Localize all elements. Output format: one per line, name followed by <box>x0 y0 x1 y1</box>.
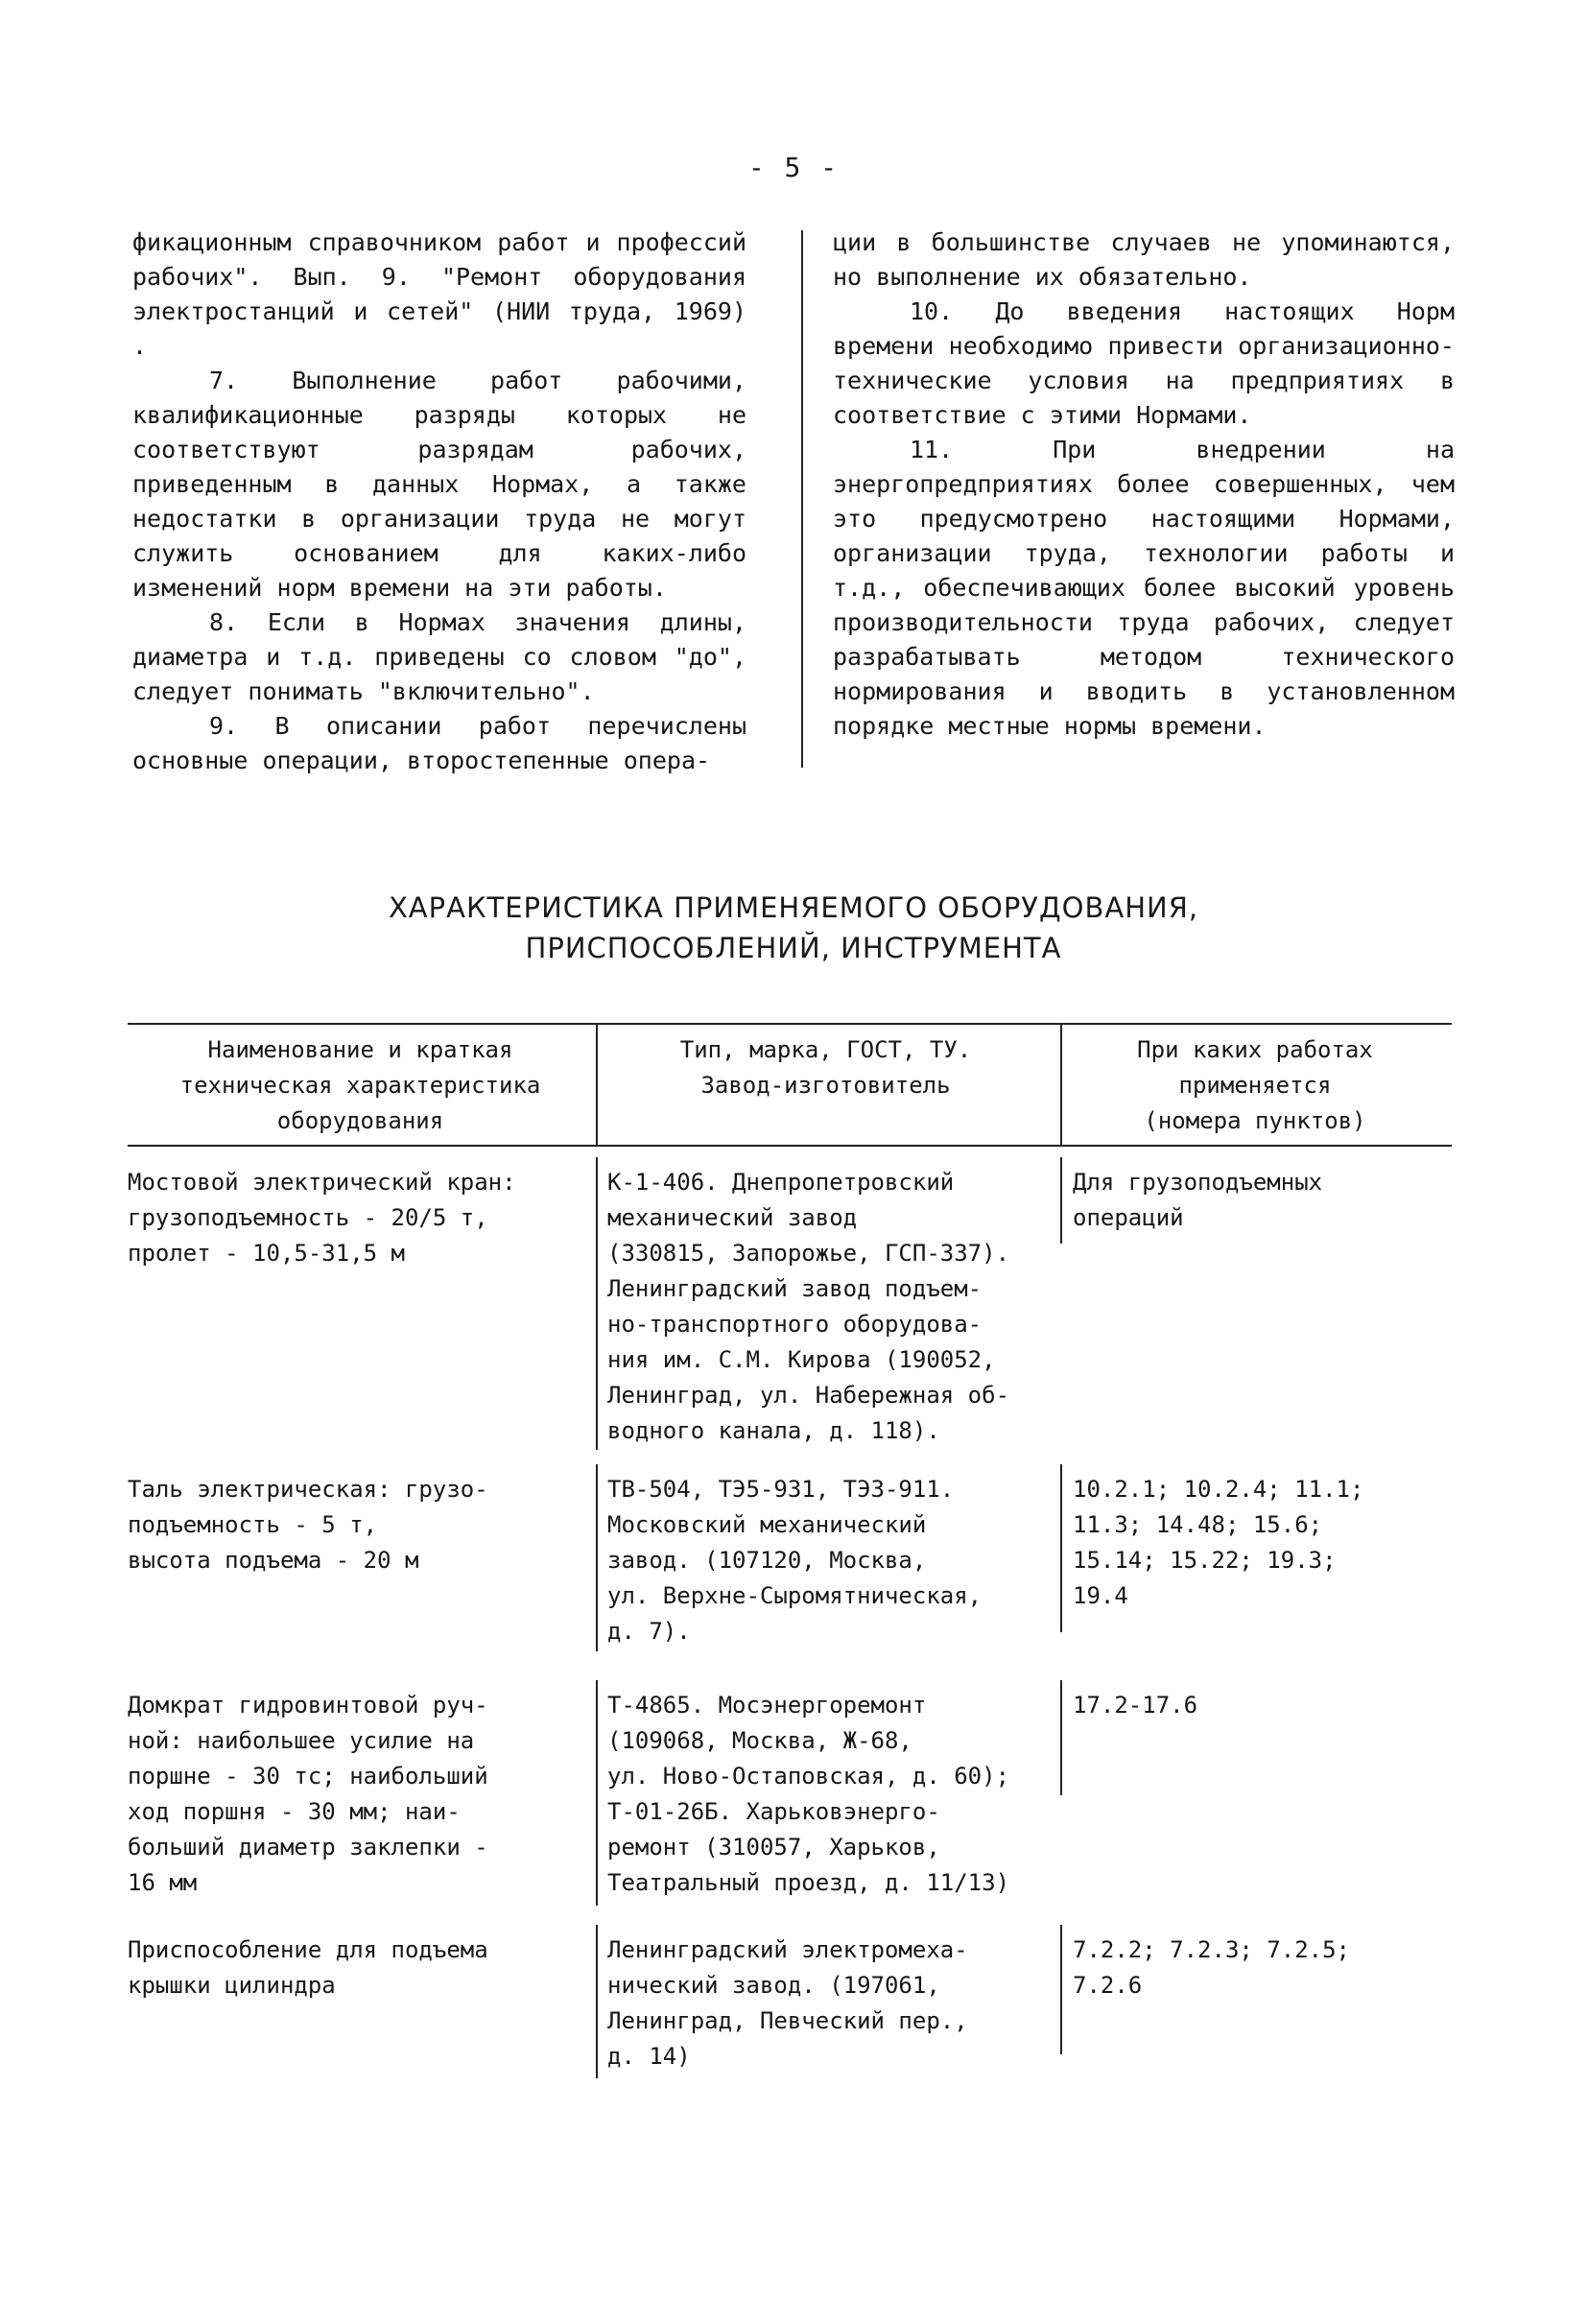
cell-line: д. 14) <box>607 2043 691 2070</box>
cell-line: крышки цилиндра <box>128 1972 336 1999</box>
header-line: При каких работах <box>1137 1036 1373 1063</box>
cell-line: ной: наибольшее усилие на <box>128 1727 475 1754</box>
vline-row <box>1060 1680 1062 1795</box>
cell-line: механический завод <box>607 1204 858 1231</box>
cell-line: Мостовой электрический кран: <box>128 1169 516 1196</box>
cell-use <box>1073 1688 1447 1723</box>
vline-row <box>1060 1464 1062 1632</box>
cell-line: 19.4 <box>1073 1582 1128 1609</box>
cell-line: Ленинградский завод подъем- <box>607 1275 983 1302</box>
cell-line: высота подъема - 20 м <box>128 1547 419 1574</box>
header-type <box>598 1032 1054 1103</box>
paragraph: 10. До введения настоящих Норм времени необходимо привести организационно-технические условия на предприятиях в соответствие с этими Нормами. <box>833 297 1455 429</box>
vline-row <box>1060 1157 1062 1244</box>
cell-line: операций <box>1073 1204 1184 1231</box>
cell-line: Приспособление для подъема <box>128 1936 488 1963</box>
header-use <box>1063 1032 1447 1139</box>
cell-line: 16 мм <box>128 1869 198 1896</box>
vline-row <box>596 1464 598 1651</box>
table-header-rule <box>128 1145 1452 1147</box>
cell-type <box>607 1472 1054 1649</box>
cell-line: Для грузоподъемных <box>1073 1169 1323 1196</box>
header-line: (номера пунктов) <box>1144 1107 1366 1134</box>
section-title-line: ХАРАКТЕРИСТИКА ПРИМЕНЯЕМОГО ОБОРУДОВАНИЯ, <box>388 891 1199 924</box>
cell-line: водного канала, д. 118). <box>607 1417 940 1444</box>
cell-line: ния им. С.М. Кирова (190052, <box>607 1346 996 1373</box>
paragraph: ции в большинстве случаев не упоминаются, но выполнение их обязательно. <box>833 228 1455 291</box>
cell-line: пролет - 10,5-31,5 м <box>128 1240 405 1267</box>
section-title-line: ПРИСПОСОБЛЕНИЙ, ИНСТРУМЕНТА <box>525 932 1062 964</box>
header-name <box>128 1032 593 1139</box>
cell-line: Ленинградский электромеха- <box>607 1936 968 1963</box>
vline-header-1 <box>596 1023 598 1145</box>
cell-line: ТВ-504, ТЭ5-931, ТЭ3-911. <box>607 1476 955 1503</box>
vline-row <box>596 1680 598 1906</box>
cell-line: грузоподъемность - 20/5 т, <box>128 1204 488 1231</box>
column-divider <box>801 230 803 768</box>
cell-line: подъемность - 5 т, <box>128 1511 378 1538</box>
cell-name <box>128 1165 588 1271</box>
cell-use <box>1073 1472 1447 1614</box>
cell-line: Т-01-26Б. Харьковэнерго- <box>607 1798 940 1825</box>
cell-line: (330815, Запорожье, ГСП-337). <box>607 1240 1010 1267</box>
cell-line: нический завод. (197061, <box>607 1972 940 1999</box>
cell-line: 15.14; 15.22; 19.3; <box>1073 1547 1337 1574</box>
header-line: техническая характеристика <box>179 1072 541 1099</box>
cell-line: завод. (107120, Москва, <box>607 1547 927 1574</box>
header-line: применяется <box>1178 1072 1332 1099</box>
cell-use <box>1073 1165 1447 1236</box>
cell-line: ремонт (310057, Харьков, <box>607 1834 940 1861</box>
cell-type <box>607 1688 1054 1901</box>
cell-line: но-транспортного оборудова- <box>607 1311 983 1338</box>
cell-line: 7.2.6 <box>1073 1972 1143 1999</box>
cell-line: Театральный проезд, д. 11/13) <box>607 1869 1010 1896</box>
cell-name <box>128 1688 588 1901</box>
cell-line: ул. Верхне-Сыромятническая, <box>607 1582 983 1609</box>
cell-line: 17.2-17.6 <box>1073 1692 1198 1719</box>
cell-line: К-1-406. Днепропетровский <box>607 1169 955 1196</box>
text-column-right <box>833 225 1455 744</box>
header-line: Тип, марка, ГОСТ, ТУ. <box>679 1036 972 1063</box>
cell-use <box>1073 1933 1447 2004</box>
cell-type <box>607 1165 1054 1449</box>
cell-line: поршне - 30 тс; наибольший <box>128 1763 488 1790</box>
cell-line: 10.2.1; 10.2.4; 11.1; <box>1073 1476 1364 1503</box>
vline-header-2 <box>1060 1023 1062 1145</box>
paragraph: фикационным справочником работ и профессий рабочих". Вып. 9. "Ремонт оборудования электростанций и сетей" (НИИ труда, 1969) . <box>132 228 746 360</box>
vline-row <box>596 1925 598 2078</box>
text-column-left <box>132 225 746 778</box>
paragraph: 11. При внедрении на энергопредприятиях более совершенных, чем это предусмотрено настоящими Нормами, организации труда, технологии работы и т.д., обеспечивающих более высокий уровень производительности труда рабочих, следует разрабатывать методом технического нормирования и вводить в установленном порядке местные нормы времени. <box>833 436 1455 740</box>
section-title <box>0 888 1587 968</box>
cell-line: больший диаметр заклепки - <box>128 1834 488 1861</box>
vline-row <box>1060 1925 1062 2054</box>
paragraph: 9. В описании работ перечислены основные операции, второстепенные опера- <box>132 712 746 774</box>
paragraph: 7. Выполнение работ рабочими, квалификационные разряды которых не соответствуют разрядам рабочих, приведенным в данных Нормах, а также недостатки в организации труда не могут служить основанием для каких-либо изменений норм времени на эти работы. <box>132 367 746 602</box>
cell-line: 7.2.2; 7.2.3; 7.2.5; <box>1073 1936 1350 1963</box>
cell-line: Московский механический <box>607 1511 927 1538</box>
cell-type <box>607 1933 1054 2075</box>
cell-line: ул. Ново-Остаповская, д. 60); <box>607 1763 1010 1790</box>
cell-line: Ленинград, ул. Набережная об- <box>607 1382 1010 1409</box>
header-line: оборудования <box>276 1107 444 1134</box>
header-line: Наименование и краткая <box>207 1036 513 1063</box>
cell-line: Домкрат гидровинтовой руч- <box>128 1692 488 1719</box>
cell-name <box>128 1472 588 1578</box>
cell-line: (109068, Москва, Ж-68, <box>607 1727 912 1754</box>
cell-line: д. 7). <box>607 1618 691 1645</box>
cell-line: ход поршня - 30 мм; наи- <box>128 1798 461 1825</box>
cell-line: Т-4865. Мосэнергоремонт <box>607 1692 927 1719</box>
table-top-rule <box>128 1023 1452 1025</box>
vline-row <box>596 1157 598 1450</box>
cell-line: Таль электрическая: грузо- <box>128 1476 488 1503</box>
cell-name <box>128 1933 588 2004</box>
page-number: - 5 - <box>747 152 840 183</box>
cell-line: Ленинград, Певческий пер., <box>607 2007 968 2034</box>
header-line: Завод-изготовитель <box>700 1072 951 1099</box>
cell-line: 11.3; 14.48; 15.6; <box>1073 1511 1323 1538</box>
paragraph: 8. Если в Нормах значения длины, диаметра и т.д. приведены со словом "до", следует понимать "включительно". <box>132 608 746 705</box>
